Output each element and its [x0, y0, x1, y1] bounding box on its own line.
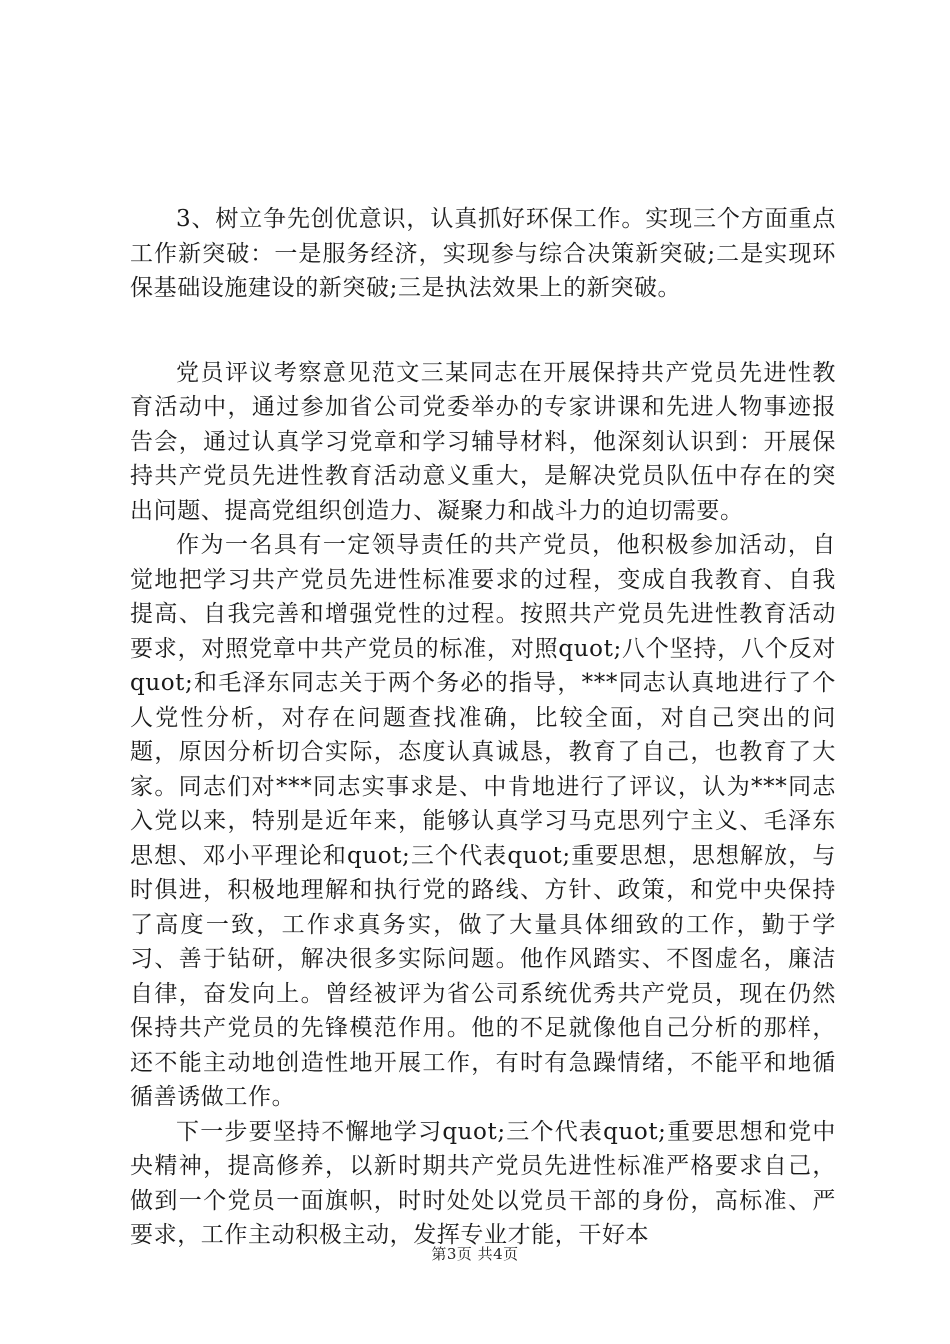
paragraph-evaluation-intro: 党员评议考察意见范文三某同志在开展保持共产党员先进性教育活动中，通过参加省公司党委举办的专家讲课和先进人物事迹报告会，通过认真学习党章和学习辅导材料，他深刻认识到：开展保持共产党员先进性教育活动意义重大，是解决党员队伍中存在的突出问题、提高党组织创造力、凝聚力和战斗力的迫切需要。: [130, 359, 836, 524]
page-number-footer: 第3页 共4页: [431, 1245, 519, 1263]
document-body: [130, 202, 836, 1253]
paragraph-gap: [130, 306, 836, 356]
paragraph-next-steps: 下一步要坚持不懈地学习quot;三个代表quot;重要思想和党中央精神，提高修养，以新时期共产党员先进性标准严格要求自己，做到一个党员一面旗帜，时时处处以党员干部的身份，高标准、严要求，工作主动积极主动，发挥专业才能，干好本: [130, 1118, 836, 1248]
paragraph-environmental-work: 3、树立争先创优意识，认真抓好环保工作。实现三个方面重点工作新突破：一是服务经济，实现参与综合决策新突破;二是实现环保基础设施建设的新突破;三是执法效果上的新突破。: [130, 206, 836, 301]
paragraph-evaluation-body: 作为一名具有一定领导责任的共产党员，他积极参加活动，自觉地把学习共产党员先进性标准要求的过程，变成自我教育、自我提高、自我完善和增强党性的过程。按照共产党员先进性教育活动要求，对照党章中共产党员的标准，对照quot;八个坚持，八个反对quot;和毛泽东同志关于两个务必的指导，***同志认真地进行了个人党性分析，对存在问题查找准确，比较全面，对自己突出的问题，原因分析切合实际，态度认真诚恳，教育了自己，也教育了大家。同志们对***同志实事求是、中肯地进行了评议，认为***同志入党以来，特别是近年来，能够认真学习马克思列宁主义、毛泽东思想、邓小平理论和quot;三个代表quot;重要思想，思想解放，与时俱进，积极地理解和执行党的路线、方针、政策，和党中央保持了高度一致，工作求真务实，做了大量具体细致的工作，勤于学习、善于钻研，解决很多实际问题。他作风踏实、不图虚名，廉洁自律，奋发向上。曾经被评为省公司系统优秀共产党员，现在仍然保持共产党员的先锋模范作用。他的不足就像他自己分析的那样，还不能主动地创造性地开展工作，有时有急躁情绪，不能平和地循循善诱做工作。: [130, 532, 836, 1110]
